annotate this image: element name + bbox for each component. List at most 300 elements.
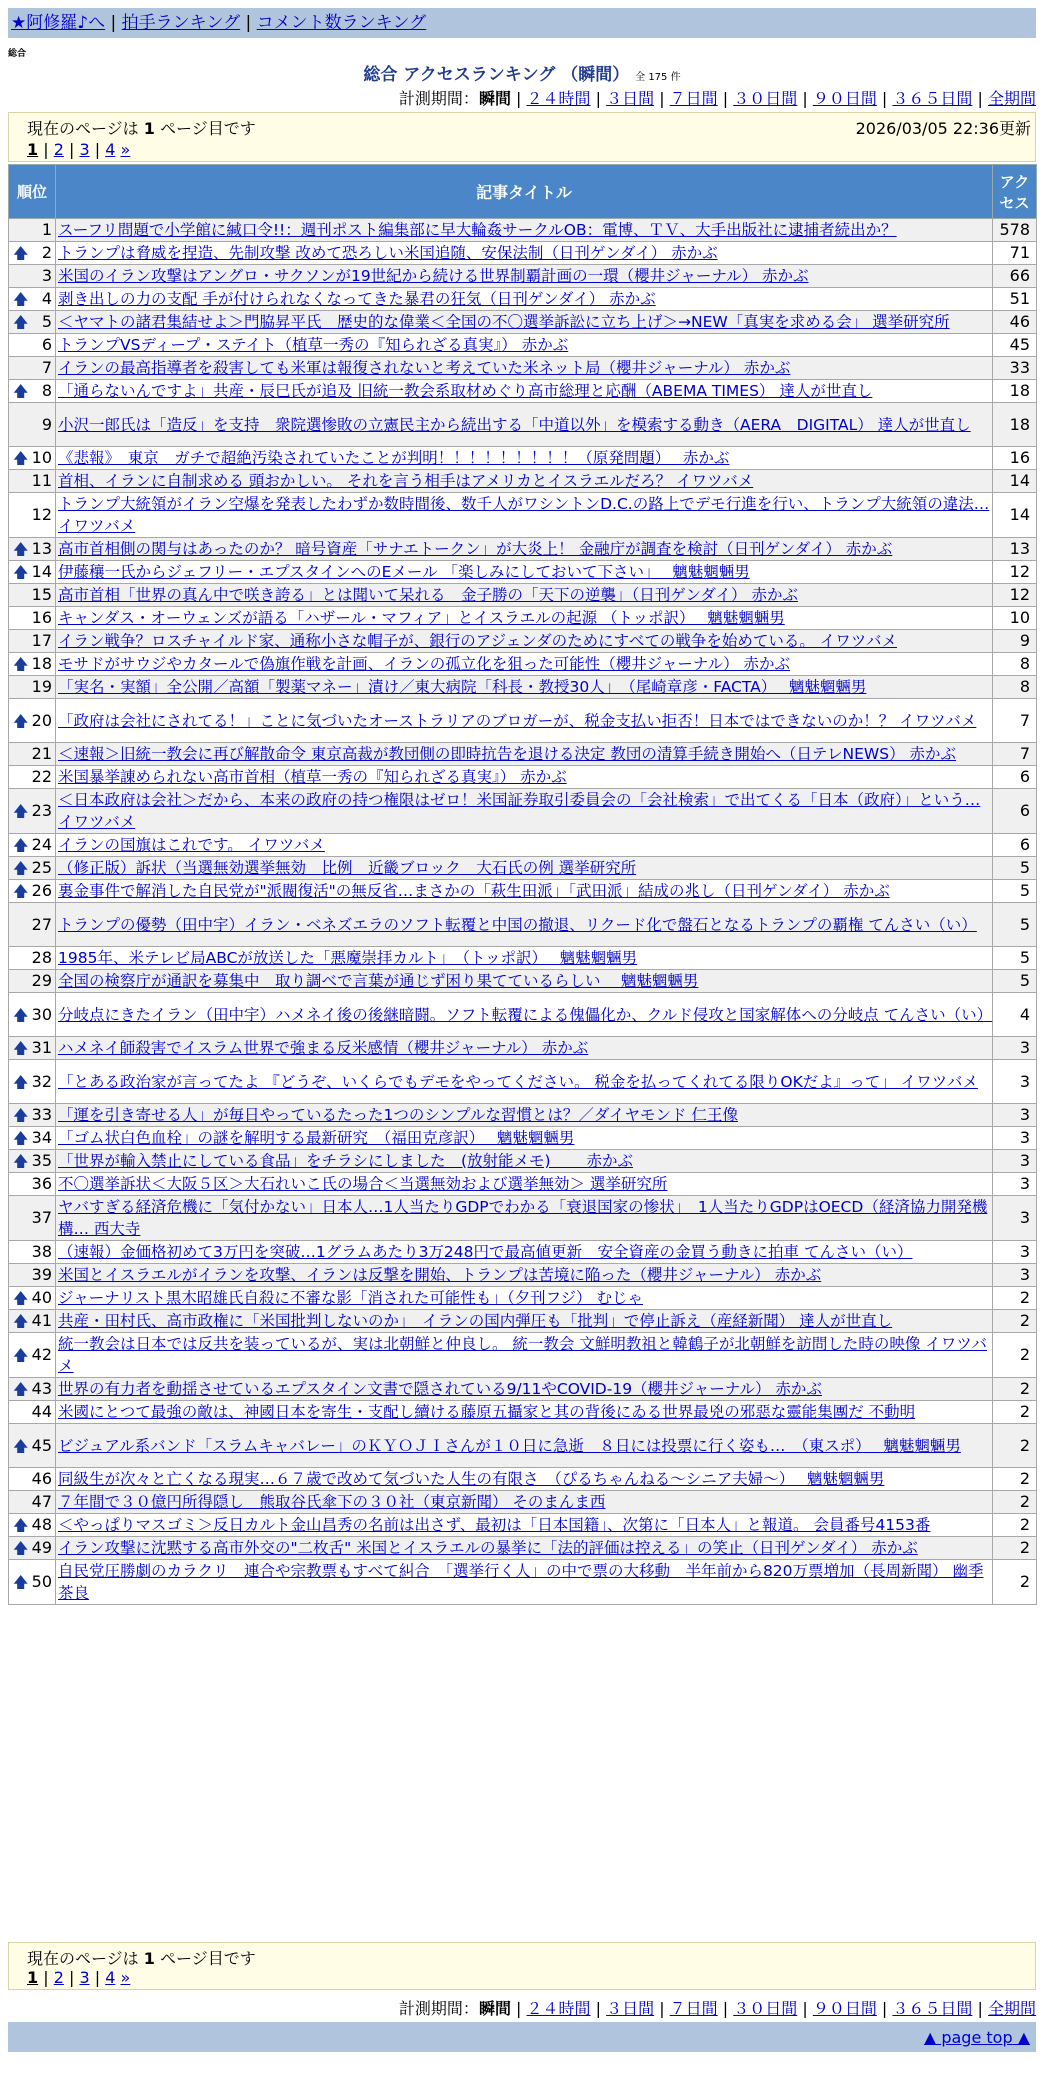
period-separator: | xyxy=(972,1999,988,2018)
access-count: 18 xyxy=(993,403,1037,447)
rank-cell xyxy=(9,1127,56,1150)
title-cell xyxy=(56,789,993,834)
page-link[interactable]: 3 xyxy=(79,1968,90,1987)
title-cell xyxy=(56,1150,993,1173)
title-cell xyxy=(56,903,993,947)
article-link[interactable]: 共産・田村氏、高市政権に「米国批判しないのか」 イランの国内弾圧も「批判」で停止訴え（産経新聞） 達人が世直し xyxy=(58,1312,893,1330)
period-link[interactable]: 全期間 xyxy=(987,89,1036,108)
article-link[interactable]: トランプは脅威を捏造、先制攻撃 改めて恐ろしい米国追随、安保法制（日刊ゲンダイ） 赤かぶ xyxy=(58,244,718,262)
article-link[interactable]: キャンダス・オーウェンズが語る「ハザール・マフィア」とイスラエルの起源 （トッポ訳） 魑魅魍魎男 xyxy=(58,609,785,627)
rank-number: 2 xyxy=(41,243,52,262)
title-cell xyxy=(56,630,993,653)
access-count: 71 xyxy=(993,242,1037,265)
period-current: 瞬間 xyxy=(478,89,511,108)
rank-number: 32 xyxy=(31,1071,52,1091)
article-link[interactable]: 米國にとつて最強の敵は、神國日本を寄生・支配し續ける藤原五攝家と其の背後にゐる世界最兇の邪惡な靈能集團だ 不動明 xyxy=(58,1403,916,1421)
article-link[interactable]: 「とある政治家が言ってたよ 『どうぞ、いくらでもデモをやってください。 税金を払ってくれてる限りOKだよ』って」 イワツバメ xyxy=(58,1072,978,1091)
article-link[interactable]: 世界の有力者を動揺させているエプスタイン文書で隠されている9/11やCOVID-19（櫻井ジャーナル） 赤かぶ xyxy=(58,1380,822,1398)
rank-cell xyxy=(9,265,56,288)
table-row xyxy=(9,789,1037,834)
table-row xyxy=(9,766,1037,789)
table-row xyxy=(9,1104,1037,1127)
rank-header: 順位 xyxy=(9,165,56,219)
table-row xyxy=(9,607,1037,630)
article-link[interactable]: トランプの優勢（田中宇）イラン・ベネズエラのソフト転覆と中国の撤退、リクード化で盤石となるトランプの覇権 てんさい（い） xyxy=(58,915,977,934)
access-count: 2 xyxy=(993,1333,1037,1378)
page-links xyxy=(27,1968,130,1987)
rank-number: 1 xyxy=(41,220,52,239)
access-count: 578 xyxy=(993,219,1037,242)
period-link[interactable]: ７日間 xyxy=(669,89,718,108)
up-arrow-icon: 🡅 xyxy=(13,655,29,673)
table-row xyxy=(9,493,1037,538)
title-cell xyxy=(56,834,993,857)
period-selector-top xyxy=(399,86,1036,109)
article-link[interactable]: ＜日本政府は会社＞だから、本来の政府の持つ権限はゼロ！米国証券取引委員会の「会社検索」で出てくる「日本（政府）」という… イワツバメ xyxy=(58,791,981,831)
rank-cell xyxy=(9,219,56,242)
article-link[interactable]: 米国のイラン攻撃はアングロ・サクソンが19世紀から続ける世界制覇計画の一環（櫻井ジャーナル） 赤かぶ xyxy=(58,267,809,285)
table-row xyxy=(9,584,1037,607)
title-cell xyxy=(56,1491,993,1514)
up-arrow-icon: 🡅 xyxy=(13,244,29,262)
title-header: 記事タイトル xyxy=(56,165,993,219)
rank-cell xyxy=(9,1104,56,1127)
table-row xyxy=(9,880,1037,903)
rank-number: 11 xyxy=(31,471,52,490)
title-cell xyxy=(56,1424,993,1468)
rank-cell xyxy=(9,970,56,993)
table-row xyxy=(9,1287,1037,1310)
rank-cell xyxy=(9,947,56,970)
article-link[interactable]: イラン戦争？ロスチャイルド家、通称小さな帽子が、銀行のアジェンダのためにすべての戦争を始めている。 イワツバメ xyxy=(58,632,897,650)
ranking-table xyxy=(8,164,1037,1605)
access-count: 6 xyxy=(993,834,1037,857)
article-link[interactable]: 自民党圧勝劇のカラクリ 連合や宗教票もすべて糾合 「選挙行く人」の中で票の大移動 半年前から820万票増加（長周新聞） 幽季 茶良 xyxy=(58,1562,984,1602)
title-cell xyxy=(56,1173,993,1196)
rank-cell xyxy=(9,993,56,1037)
table-row xyxy=(9,447,1037,470)
page-link[interactable]: 4 xyxy=(105,1968,116,1987)
rank-cell xyxy=(9,1196,56,1241)
article-link[interactable]: 剥き出しの力の支配 手が付けられなくなってきた暴君の狂気（日刊ゲンダイ） 赤かぶ xyxy=(58,290,656,308)
page-number: 1 xyxy=(27,1968,39,1987)
title-cell xyxy=(56,857,993,880)
category-label: 総合 xyxy=(8,49,27,59)
rank-cell xyxy=(9,676,56,699)
title-cell xyxy=(56,447,993,470)
title-cell xyxy=(56,357,993,380)
article-link[interactable]: 「実名・実額」全公開／高額「製薬マネー」漬け／東大病院「科長・教授30人」 （尾崎章彦・FACTA） 魑魅魍魎男 xyxy=(58,678,867,696)
footer-bar xyxy=(8,2022,1036,2052)
title-cell xyxy=(56,1060,993,1104)
access-count: 5 xyxy=(993,903,1037,947)
next-page-link[interactable]: » xyxy=(120,1968,131,1987)
period-separator: | xyxy=(876,89,893,108)
table-row xyxy=(9,743,1037,766)
rank-cell xyxy=(9,334,56,357)
access-count: 3 xyxy=(993,1060,1037,1104)
table-row xyxy=(9,993,1037,1037)
title-cell xyxy=(56,265,993,288)
table-row xyxy=(9,538,1037,561)
title-cell xyxy=(56,403,993,447)
page-separator: | xyxy=(38,1968,54,1987)
rank-number: 28 xyxy=(31,948,52,967)
up-arrow-icon: 🡅 xyxy=(13,313,29,331)
access-count: 2 xyxy=(993,1424,1037,1468)
access-count: 33 xyxy=(993,357,1037,380)
up-arrow-icon: 🡅 xyxy=(13,540,29,558)
table-row xyxy=(9,903,1037,947)
access-count: 3 xyxy=(993,1150,1037,1173)
rank-number: 24 xyxy=(31,835,52,854)
period-link[interactable]: ３日間 xyxy=(606,1999,655,2018)
current-page-text xyxy=(27,1946,256,1969)
access-count: 12 xyxy=(993,584,1037,607)
rank-cell xyxy=(9,630,56,653)
page-link[interactable]: 4 xyxy=(105,140,116,159)
article-link[interactable]: トランプ大統領がイラン空爆を発表したわずか数時間後、数千人がワシントンD.C.の路上でデモ行進を行い、トランプ大統領の違法… イワツバメ xyxy=(58,495,990,535)
page-separator: | xyxy=(38,140,54,159)
rank-number: 38 xyxy=(31,1242,52,1261)
table-row xyxy=(9,653,1037,676)
rank-number: 35 xyxy=(31,1151,52,1170)
article-link[interactable]: 統一教会は日本では反共を装っているが、実は北朝鮮と仲良し。 統一教会 文鮮明教祖と韓鶴子が北朝鮮を訪問した時の映像 イワツバメ xyxy=(58,1335,987,1375)
rank-number: 31 xyxy=(31,1038,52,1057)
page-number: 1 xyxy=(27,140,39,159)
table-row xyxy=(9,1196,1037,1241)
table-row xyxy=(9,1378,1037,1401)
rank-cell xyxy=(9,834,56,857)
article-link[interactable]: 全国の検察庁が通訳を募集中 取り調べで言葉が通じず困り果てているらしい 魑魅魍魎男 xyxy=(58,972,699,990)
table-row xyxy=(9,288,1037,311)
applause-ranking-link[interactable]: 拍手ランキング xyxy=(121,13,241,33)
period-label: 計測期間： xyxy=(398,1999,479,2018)
access-count: 5 xyxy=(993,880,1037,903)
page-link-current[interactable] xyxy=(27,1968,38,1987)
rank-number: 33 xyxy=(31,1105,52,1124)
article-link[interactable]: 《悲報》 東京 ガチで超絶汚染されていたことが判明！！！！！！！！！（原発問題） 赤かぶ xyxy=(58,449,730,467)
rank-cell xyxy=(9,1468,56,1491)
title-cell xyxy=(56,766,993,789)
period-link[interactable]: 全期間 xyxy=(987,1999,1036,2018)
article-link[interactable]: 小沢一郎氏は「造反」を支持 衆院選惨敗の立憲民主から続出する「中道以外」を模索する動き（AERA DIGITAL） 達人が世直し xyxy=(58,415,971,434)
rank-cell xyxy=(9,1173,56,1196)
up-arrow-icon: 🡅 xyxy=(13,1539,29,1557)
title-cell xyxy=(56,699,993,743)
access-header: アクセス xyxy=(993,165,1037,219)
rank-cell xyxy=(9,1241,56,1264)
title-cell xyxy=(56,676,993,699)
title-cell xyxy=(56,311,993,334)
access-count: 10 xyxy=(993,607,1037,630)
table-row xyxy=(9,1333,1037,1378)
rank-cell xyxy=(9,242,56,265)
table-row xyxy=(9,1241,1037,1264)
updated-timestamp: 2026/03/05 22:36更新 xyxy=(855,119,1031,138)
page-top-link[interactable]: ▲ page top ▲ xyxy=(923,2028,1030,2047)
rank-cell xyxy=(9,1333,56,1378)
access-count: 2 xyxy=(993,1514,1037,1537)
rank-cell xyxy=(9,1514,56,1537)
rank-number: 42 xyxy=(31,1345,52,1364)
rank-cell xyxy=(9,1060,56,1104)
access-count: 2 xyxy=(993,1378,1037,1401)
ranking-title xyxy=(0,60,1044,85)
table-row xyxy=(9,630,1037,653)
table-row xyxy=(9,357,1037,380)
article-link[interactable]: ジャーナリスト黒木昭雄氏自殺に不審な影「消された可能性も」（夕刊フジ） むじゃ xyxy=(58,1289,643,1307)
article-link[interactable]: 「政府は会社にされてる！」ことに気づいたオーストラリアのブロガーが、税金支払い拒否！日本ではできないのか！？ イワツバメ xyxy=(58,711,977,730)
rank-cell xyxy=(9,880,56,903)
rank-number: 13 xyxy=(31,539,52,558)
period-link[interactable]: ３日間 xyxy=(606,89,655,108)
rank-number: 47 xyxy=(31,1492,52,1511)
pager-bottom xyxy=(8,1942,1036,1990)
article-link[interactable]: 同級生が次々と亡くなる現実…６７歳で改めて気づいた人生の有限さ （ぴるちゃんねる～シニア夫婦～） 魑魅魍魎男 xyxy=(58,1470,885,1488)
title-cell xyxy=(56,970,993,993)
article-link[interactable]: 不〇選挙訴状＜大阪５区＞大石れいこ氏の場合＜当選無効および選挙無効＞ 選挙研究所 xyxy=(58,1175,668,1193)
title-cell xyxy=(56,653,993,676)
up-arrow-icon: 🡅 xyxy=(13,1072,29,1091)
title-cell xyxy=(56,561,993,584)
period-label: 計測期間： xyxy=(398,89,479,108)
table-row xyxy=(9,1401,1037,1424)
access-count: 7 xyxy=(993,743,1037,766)
article-link[interactable]: 1985年、米テレビ局ABCが放送した「悪魔崇拝カルト」 （トッポ訳） 魑魅魍魎男 xyxy=(58,949,638,967)
up-arrow-icon: 🡅 xyxy=(13,1380,29,1398)
rank-number: 16 xyxy=(31,608,52,627)
title-cell xyxy=(56,1537,993,1560)
period-link[interactable]: ３０日間 xyxy=(733,1999,798,2018)
access-count: 3 xyxy=(993,1264,1037,1287)
access-count: 14 xyxy=(993,493,1037,538)
pager-top xyxy=(8,112,1036,162)
title-cell xyxy=(56,334,993,357)
period-link[interactable]: ３６５日間 xyxy=(892,89,973,108)
access-count: 18 xyxy=(993,380,1037,403)
rank-cell xyxy=(9,493,56,538)
rank-number: 8 xyxy=(41,381,52,400)
article-link[interactable]: 首相、イランに自制求める 頭おかしい。 それを言う相手はアメリカとイスラエルだろ？ イワツバメ xyxy=(58,472,754,490)
article-link[interactable]: モサドがサウジやカタールで偽旗作戦を計画、イランの孤立化を狙った可能性（櫻井ジャーナル） 赤かぶ xyxy=(58,655,791,673)
home-link[interactable]: ★阿修羅♪へ xyxy=(11,13,106,33)
rank-number: 44 xyxy=(31,1402,52,1421)
access-count: 7 xyxy=(993,699,1037,743)
title-cell xyxy=(56,1127,993,1150)
period-link[interactable]: ３６５日間 xyxy=(892,1999,973,2018)
page-link[interactable]: 2 xyxy=(53,140,64,159)
article-link[interactable]: ＜やっぱりマスゴミ＞反日カルト金山昌秀の名前は出さず、最初は「日本国籍」、次第に「日本人」と報道。 会員番号4153番 xyxy=(58,1516,931,1534)
rank-cell xyxy=(9,584,56,607)
table-row xyxy=(9,561,1037,584)
up-arrow-icon: 🡅 xyxy=(13,1573,29,1591)
article-link[interactable]: 「世界が輸入禁止にしている食品」をチラシにしました (放射能メモ) 赤かぶ xyxy=(58,1152,634,1170)
article-link[interactable]: 「通らないんですよ」共産・辰巳氏が追及 旧統一教会系取材めぐり高市総理と応酬（ABEMA TIMES） 達人が世直し xyxy=(58,382,873,400)
rank-number: 25 xyxy=(31,858,52,877)
table-row xyxy=(9,265,1037,288)
rank-number: 14 xyxy=(31,562,52,581)
article-link[interactable]: 米国暴挙諌められない高市首相（植草一秀の『知られざる真実』） 赤かぶ xyxy=(58,768,567,786)
access-count: 8 xyxy=(993,676,1037,699)
period-link[interactable]: ９０日間 xyxy=(812,1999,877,2018)
rank-number: 21 xyxy=(31,744,52,763)
rank-cell xyxy=(9,1537,56,1560)
access-count: 66 xyxy=(993,265,1037,288)
up-arrow-icon: 🡅 xyxy=(13,1129,29,1147)
current-page-number: 1 xyxy=(143,1949,155,1968)
page-link-current[interactable] xyxy=(27,140,38,159)
period-separator: | xyxy=(510,89,527,108)
comment-ranking-link[interactable]: コメント数ランキング xyxy=(256,13,427,33)
article-link[interactable]: 高市首相側の関与はあったのか？ 暗号資産「サナエトークン」が大炎上！ 金融庁が調査を検討（日刊ゲンダイ） 赤かぶ xyxy=(58,540,893,558)
article-link[interactable]: トランプVSディープ・ステイト（植草一秀の『知られざる真実』） 赤かぶ xyxy=(58,336,569,354)
title-cell xyxy=(56,219,993,242)
access-count: 3 xyxy=(993,1037,1037,1060)
title-cell xyxy=(56,538,993,561)
access-count: 2 xyxy=(993,1468,1037,1491)
rank-number: 15 xyxy=(31,585,52,604)
rank-number: 45 xyxy=(31,1435,52,1455)
table-row xyxy=(9,699,1037,743)
period-separator: | xyxy=(876,1999,893,2018)
access-count: 8 xyxy=(993,653,1037,676)
title-cell xyxy=(56,1560,993,1605)
access-count: 46 xyxy=(993,311,1037,334)
article-link[interactable]: ビジュアル系バンド「スラムキャバレー」のＫＹＯＪＩさんが１０日に急逝 ８日には投票に行く姿も… （東スポ） 魑魅魍魎男 xyxy=(58,1436,961,1455)
rank-number: 34 xyxy=(31,1128,52,1147)
article-link[interactable]: 「運を引き寄せる人」が毎日やっているたった1つのシンプルな習慣とは？／ダイヤモンド 仁王像 xyxy=(58,1106,738,1124)
rank-cell xyxy=(9,447,56,470)
article-link[interactable]: イラン攻撃に沈黙する高市外交の"二枚舌" 米国とイスラエルの暴挙に「法的評価は控える」の笑止（日刊ゲンダイ） 赤かぶ xyxy=(58,1539,918,1557)
access-count: 2 xyxy=(993,1310,1037,1333)
table-row xyxy=(9,857,1037,880)
article-link[interactable]: 分岐点にきたイラン（田中宇）ハメネイ後の後継暗闘。ソフト転覆による傀儡化か、クルド侵攻と国家解体への分岐点 てんさい（い） xyxy=(58,1005,993,1024)
access-count: 5 xyxy=(993,947,1037,970)
period-link[interactable]: ９０日間 xyxy=(812,89,877,108)
current-page-text xyxy=(27,116,256,139)
table-row xyxy=(9,334,1037,357)
access-count: 45 xyxy=(993,334,1037,357)
rank-number: 50 xyxy=(31,1572,52,1591)
access-count: 2 xyxy=(993,1560,1037,1605)
up-arrow-icon: 🡅 xyxy=(13,1289,29,1307)
up-arrow-icon: 🡅 xyxy=(13,802,29,820)
table-row xyxy=(9,1310,1037,1333)
title-cell xyxy=(56,880,993,903)
rank-cell xyxy=(9,903,56,947)
access-count: 3 xyxy=(993,1241,1037,1264)
up-arrow-icon: 🡅 xyxy=(13,859,29,877)
article-link[interactable]: ＜ヤマトの諸君集結せよ＞門脇昇平氏 歴史的な偉業＜全国の不〇選挙訴訟に立ち上げ＞→NEW「真実を求める会」 選挙研究所 xyxy=(58,313,950,331)
period-link[interactable]: ３０日間 xyxy=(733,89,798,108)
article-link[interactable]: スーフリ問題で小学館に緘口令!!：週刊ポスト編集部に早大輪姦サークルOB：電博、ＴＶ、大手出版社に逮捕者続出か？ xyxy=(58,221,897,239)
rank-number: 7 xyxy=(41,358,52,377)
page-separator: | xyxy=(63,140,80,159)
up-arrow-icon: 🡅 xyxy=(13,563,29,581)
table-row xyxy=(9,970,1037,993)
title-cell xyxy=(56,1241,993,1264)
ranking-title-text: 総合 アクセスランキング （瞬間） xyxy=(363,65,630,85)
article-link[interactable]: イランの最高指導者を殺害しても米軍は報復されないと考えていた米ネット局（櫻井ジャーナル） 赤かぶ xyxy=(58,359,791,377)
page-separator: | xyxy=(63,1968,80,1987)
rank-cell xyxy=(9,607,56,630)
next-page-link[interactable]: » xyxy=(120,140,131,159)
current-page-suffix: ページ目です xyxy=(154,1949,256,1968)
article-link[interactable]: イランの国旗はこれです。 イワツバメ xyxy=(58,836,325,854)
table-row xyxy=(9,380,1037,403)
period-separator: | xyxy=(590,1999,607,2018)
article-link[interactable]: ＜速報＞旧統一教会に再び解散命令 東京高裁が教団側の即時抗告を退ける決定 教団の清算手続き開始へ（日テレNEWS） 赤かぶ xyxy=(58,745,957,763)
period-separator: | xyxy=(972,89,988,108)
up-arrow-icon: 🡅 xyxy=(13,1152,29,1170)
rank-cell xyxy=(9,857,56,880)
total-count: 全 175 件 xyxy=(635,72,681,83)
up-arrow-icon: 🡅 xyxy=(13,1436,29,1455)
rank-number: 40 xyxy=(31,1288,52,1307)
period-link[interactable]: ７日間 xyxy=(669,1999,718,2018)
rank-cell xyxy=(9,766,56,789)
period-link[interactable]: ２４時間 xyxy=(526,1999,591,2018)
table-row xyxy=(9,470,1037,493)
title-cell xyxy=(56,1514,993,1537)
article-link[interactable]: ハメネイ師殺害でイスラム世界で強まる反米感情（櫻井ジャーナル） 赤かぶ xyxy=(58,1039,589,1057)
table-row xyxy=(9,1060,1037,1104)
article-link[interactable]: 米国とイスラエルがイランを攻撃、イランは反撃を開始、トランプは苦境に陥った（櫻井ジャーナル） 赤かぶ xyxy=(58,1266,822,1284)
up-arrow-icon: 🡅 xyxy=(13,882,29,900)
period-link[interactable]: ２４時間 xyxy=(526,89,591,108)
access-count: 2 xyxy=(993,1491,1037,1514)
title-cell xyxy=(56,1310,993,1333)
table-row xyxy=(9,1468,1037,1491)
rank-number: 36 xyxy=(31,1174,52,1193)
rank-number: 41 xyxy=(31,1311,52,1330)
access-count: 6 xyxy=(993,766,1037,789)
period-separator: | xyxy=(510,1999,527,2018)
title-cell xyxy=(56,993,993,1037)
table-row xyxy=(9,1560,1037,1605)
rank-number: 12 xyxy=(31,505,52,524)
up-arrow-icon: 🡅 xyxy=(13,449,29,467)
title-cell xyxy=(56,1287,993,1310)
title-cell xyxy=(56,1401,993,1424)
article-link[interactable]: （修正版）訴状（当選無効選挙無効 比例 近畿ブロック 大石氏の例 選挙研究所 xyxy=(58,859,637,877)
rank-cell xyxy=(9,1424,56,1468)
article-link[interactable]: 裏金事件で解消した自民党が"派閥復活"の無反省…まさかの「萩生田派」「武田派」結成の兆し（日刊ゲンダイ） 赤かぶ xyxy=(58,882,890,900)
page-link[interactable]: 2 xyxy=(53,1968,64,1987)
article-link[interactable]: 伊藤穰一氏からジェフリー・エプスタインへのEメール 「楽しみにしておいて下さい」 魑魅魍魎男 xyxy=(58,563,750,581)
table-row xyxy=(9,1150,1037,1173)
up-arrow-icon: 🡅 xyxy=(13,1516,29,1534)
rank-cell xyxy=(9,311,56,334)
table-row xyxy=(9,1537,1037,1560)
rank-number: 10 xyxy=(31,448,52,467)
access-count: 2 xyxy=(993,1287,1037,1310)
period-separator: | xyxy=(654,1999,670,2018)
article-link[interactable]: ヤバすぎる経済危機に「気付かない」日本人…1人当たりGDPでわかる「衰退国家の惨状」 1人当たりGDPはOECD（経済協力開発機構… 西大寺 xyxy=(58,1198,988,1238)
up-arrow-icon: 🡅 xyxy=(13,1039,29,1057)
article-link[interactable]: （速報）金価格初めて3万円を突破…1グラムあたり3万248円で最高値更新 安全資産の金買う動きに拍車 てんさい（い） xyxy=(58,1243,913,1261)
article-link[interactable]: 高市首相「世界の真ん中で咲き誇る」とは聞いて呆れる 金子勝の「天下の逆襲」（日刊ゲンダイ） 赤かぶ xyxy=(58,586,798,604)
access-count: 2 xyxy=(993,1401,1037,1424)
page-link[interactable]: 3 xyxy=(79,140,90,159)
title-cell xyxy=(56,743,993,766)
current-page-prefix: 現在のページは xyxy=(27,1949,144,1968)
article-link[interactable]: 「ゴム状白色血栓」の謎を解明する最新研究 （福田克彦訳） 魑魅魍魎男 xyxy=(58,1129,575,1147)
article-link[interactable]: ７年間で３０億円所得隠し 熊取谷氏傘下の３０社（東京新聞） そのまんま西 xyxy=(58,1493,606,1511)
rank-cell xyxy=(9,699,56,743)
rank-cell xyxy=(9,288,56,311)
